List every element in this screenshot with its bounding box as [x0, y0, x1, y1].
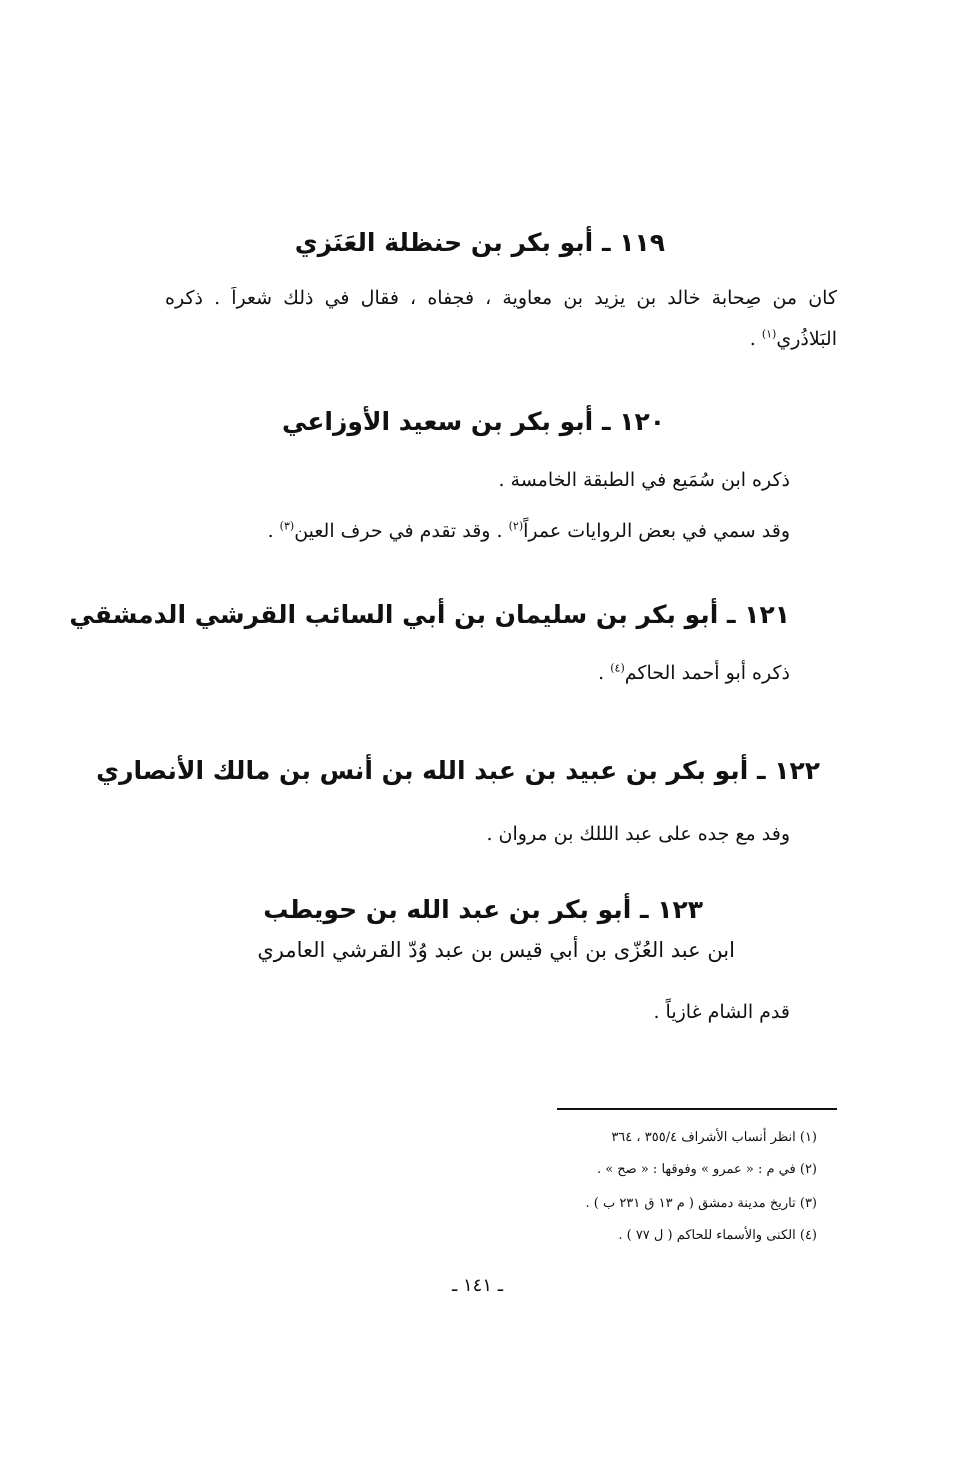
footnote-ref-2: (٢) [508, 519, 524, 533]
page-number: ـ ١٤١ ـ [451, 1275, 503, 1296]
entry-119-line-2 [750, 328, 837, 350]
footnote-ref-4: (٤) [610, 661, 625, 675]
entry-120-line-1: ذكره ابن سُمَيع في الطبقة الخامسة . [498, 469, 790, 491]
entry-122-line-1: وفد مع جده على عبد الللك بن مروان . [486, 823, 790, 845]
footnote-4: (٤) الكنى والأسماء للحاكم ( ل ٧٧ ) . [618, 1228, 817, 1243]
entry-121-line-1-text: ذكره أبو أحمد الحاكم [624, 662, 790, 684]
entry-120-line-2-end: . [267, 520, 280, 542]
entry-title-119: ١١٩ ـ أبو بكر بن حنظلة العَنَزي [294, 228, 665, 257]
entry-120-line-2-a: وقد سمي في بعض الروايات عمراً [523, 520, 790, 542]
entry-121-line-1-end: . [598, 662, 611, 684]
entry-120-line-2-b: . وقد تقدم في حرف العين [294, 520, 509, 542]
footnote-separator [557, 1108, 837, 1110]
entry-title-120: ١٢٠ ـ أبو بكر بن سعيد الأوزاعي [282, 407, 665, 436]
footnote-ref-1: (١) [761, 327, 777, 341]
entry-title-121: ١٢١ ـ أبو بكر بن سليمان بن أبي السائب القرشي الدمشقي [69, 600, 790, 629]
entry-119-line-1: كان من صِحابة خالد بن يزيد بن معاوية ، فجفاه ، فقال في ذلك شعراً . ذكره [165, 287, 837, 309]
footnote-2: (٢) في م : « عمرو » وفوقها : « صح » . [596, 1162, 817, 1177]
entry-121-line-1 [598, 662, 790, 684]
entry-title-123: ١٢٣ ـ أبو بكر بن عبد الله بن حويطب [263, 895, 703, 924]
entry-120-line-2 [268, 520, 790, 542]
footnote-3: (٣) تاريخ مدينة دمشق ( م ١٣ ق ٢٣١ ب ) . [585, 1196, 817, 1211]
entry-123-subtitle: ابن عبد العُزّى بن أبي قيس بن عبد وُدّ القرشي العامري [257, 938, 735, 962]
footnote-1: (١) انظر أنساب الأشراف ٣٥٥/٤ ، ٣٦٤ [611, 1130, 817, 1145]
entry-123-line-1: قدم الشام غازياً . [653, 1001, 790, 1023]
entry-119-line-2-end: . [749, 328, 762, 350]
entry-119-line-2-text: البَلاذُري [776, 328, 837, 350]
footnote-ref-3: (٣) [279, 519, 295, 533]
entry-title-122: ١٢٢ ـ أبو بكر بن عبيد بن عبد الله بن أنس بن مالك الأنصاري [96, 756, 820, 785]
